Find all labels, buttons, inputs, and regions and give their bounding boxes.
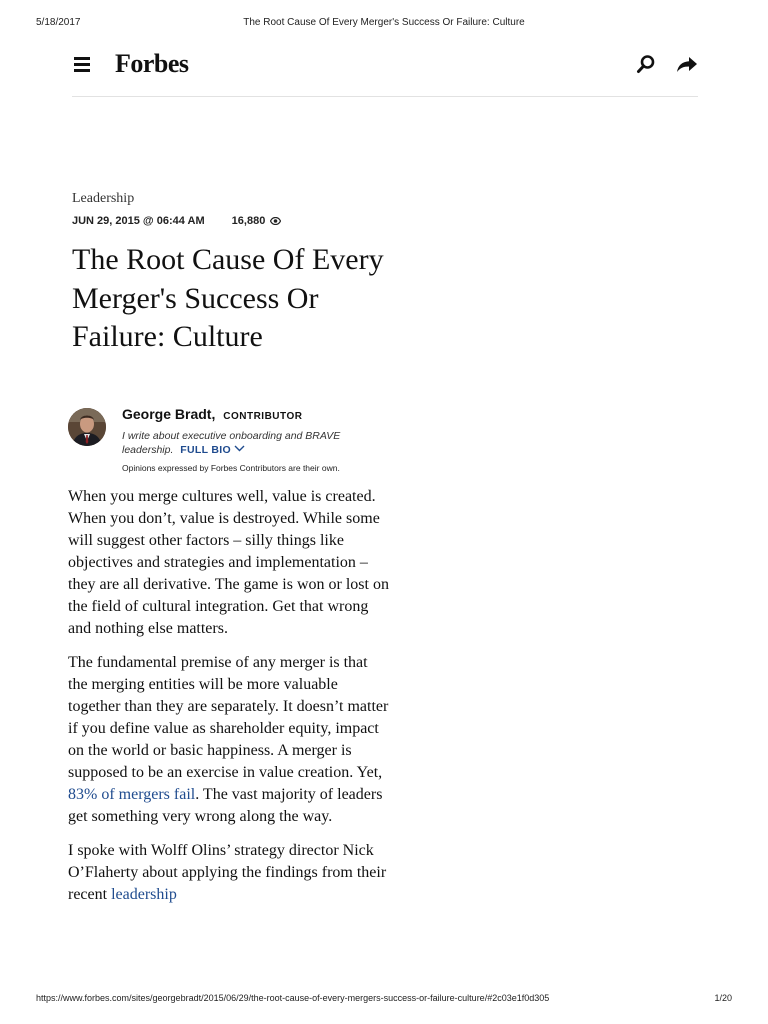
paragraph-3-text: I spoke with Wolff Olins’ strategy director Nick O’Flaherty about applying the findings from their recent <box>68 842 387 903</box>
share-icon[interactable] <box>676 54 698 74</box>
full-bio-label[interactable]: FULL BIO <box>180 444 231 456</box>
site-header <box>72 48 698 97</box>
article-meta <box>72 215 281 228</box>
search-icon[interactable] <box>636 54 656 74</box>
author-block <box>68 405 398 477</box>
paragraph-2-text-start: The fundamental premise of any merger is that the merging entities will be more valuable together than they are separately. It doesn’t matter if you define value as shareholder equity, impact on the world or basic happiness. A merger is supposed to be an exercise in value creation. Yet, <box>68 654 389 781</box>
chevron-down-icon[interactable] <box>234 445 245 452</box>
article-body <box>68 486 390 918</box>
paragraph-3 <box>68 840 390 906</box>
print-footer <box>36 993 732 1007</box>
author-description-text: I write about executive onboarding and BRAVE leadership. <box>122 430 341 456</box>
paragraph-2 <box>68 652 390 828</box>
menu-icon[interactable] <box>74 57 90 71</box>
print-header <box>36 17 732 31</box>
full-bio-link[interactable] <box>180 444 245 456</box>
paragraph-2-text-end: . The vast majority of leaders get something very wrong along the way. <box>68 786 383 825</box>
view-count-value: 16,880 <box>231 215 266 227</box>
author-description <box>122 429 382 457</box>
print-title: The Root Cause Of Every Merger's Success Or Failure: Culture <box>243 17 525 28</box>
publish-date: JUN 29, 2015 @ 06:44 AM <box>72 215 205 227</box>
print-date: 5/18/2017 <box>36 17 81 28</box>
author-name-text[interactable]: George Bradt, <box>122 406 216 422</box>
paragraph-1: When you merge cultures well, value is created. When you don’t, value is destroyed. While some will suggest other factors – silly things like objectives and strategies and implementation – they are all derivative. The game is won or lost on the field of cultural integration. Get that wrong and nothing else matters. <box>68 488 389 637</box>
author-role: CONTRIBUTOR <box>223 411 303 422</box>
eye-icon <box>270 216 281 228</box>
article-headline: The Root Cause Of Every Merger's Success Or Failure: Culture <box>72 243 384 353</box>
author-avatar[interactable] <box>68 408 106 446</box>
print-url: https://www.forbes.com/sites/georgebradt/2015/06/29/the-root-cause-of-every-mergers-success-or-failure-culture/#2c03e1f0d305 <box>36 993 550 1003</box>
page-number: 1/20 <box>714 993 732 1003</box>
view-count <box>232 215 282 227</box>
author-name[interactable] <box>122 406 302 422</box>
contributor-disclaimer: Opinions expressed by Forbes Contributors are their own. <box>122 463 340 473</box>
article-category[interactable]: Leadership <box>72 191 135 206</box>
forbes-logo[interactable]: Forbes <box>115 49 189 78</box>
mergers-fail-link[interactable]: 83% of mergers fail <box>68 786 196 803</box>
leadership-link[interactable]: leadership <box>111 886 177 903</box>
